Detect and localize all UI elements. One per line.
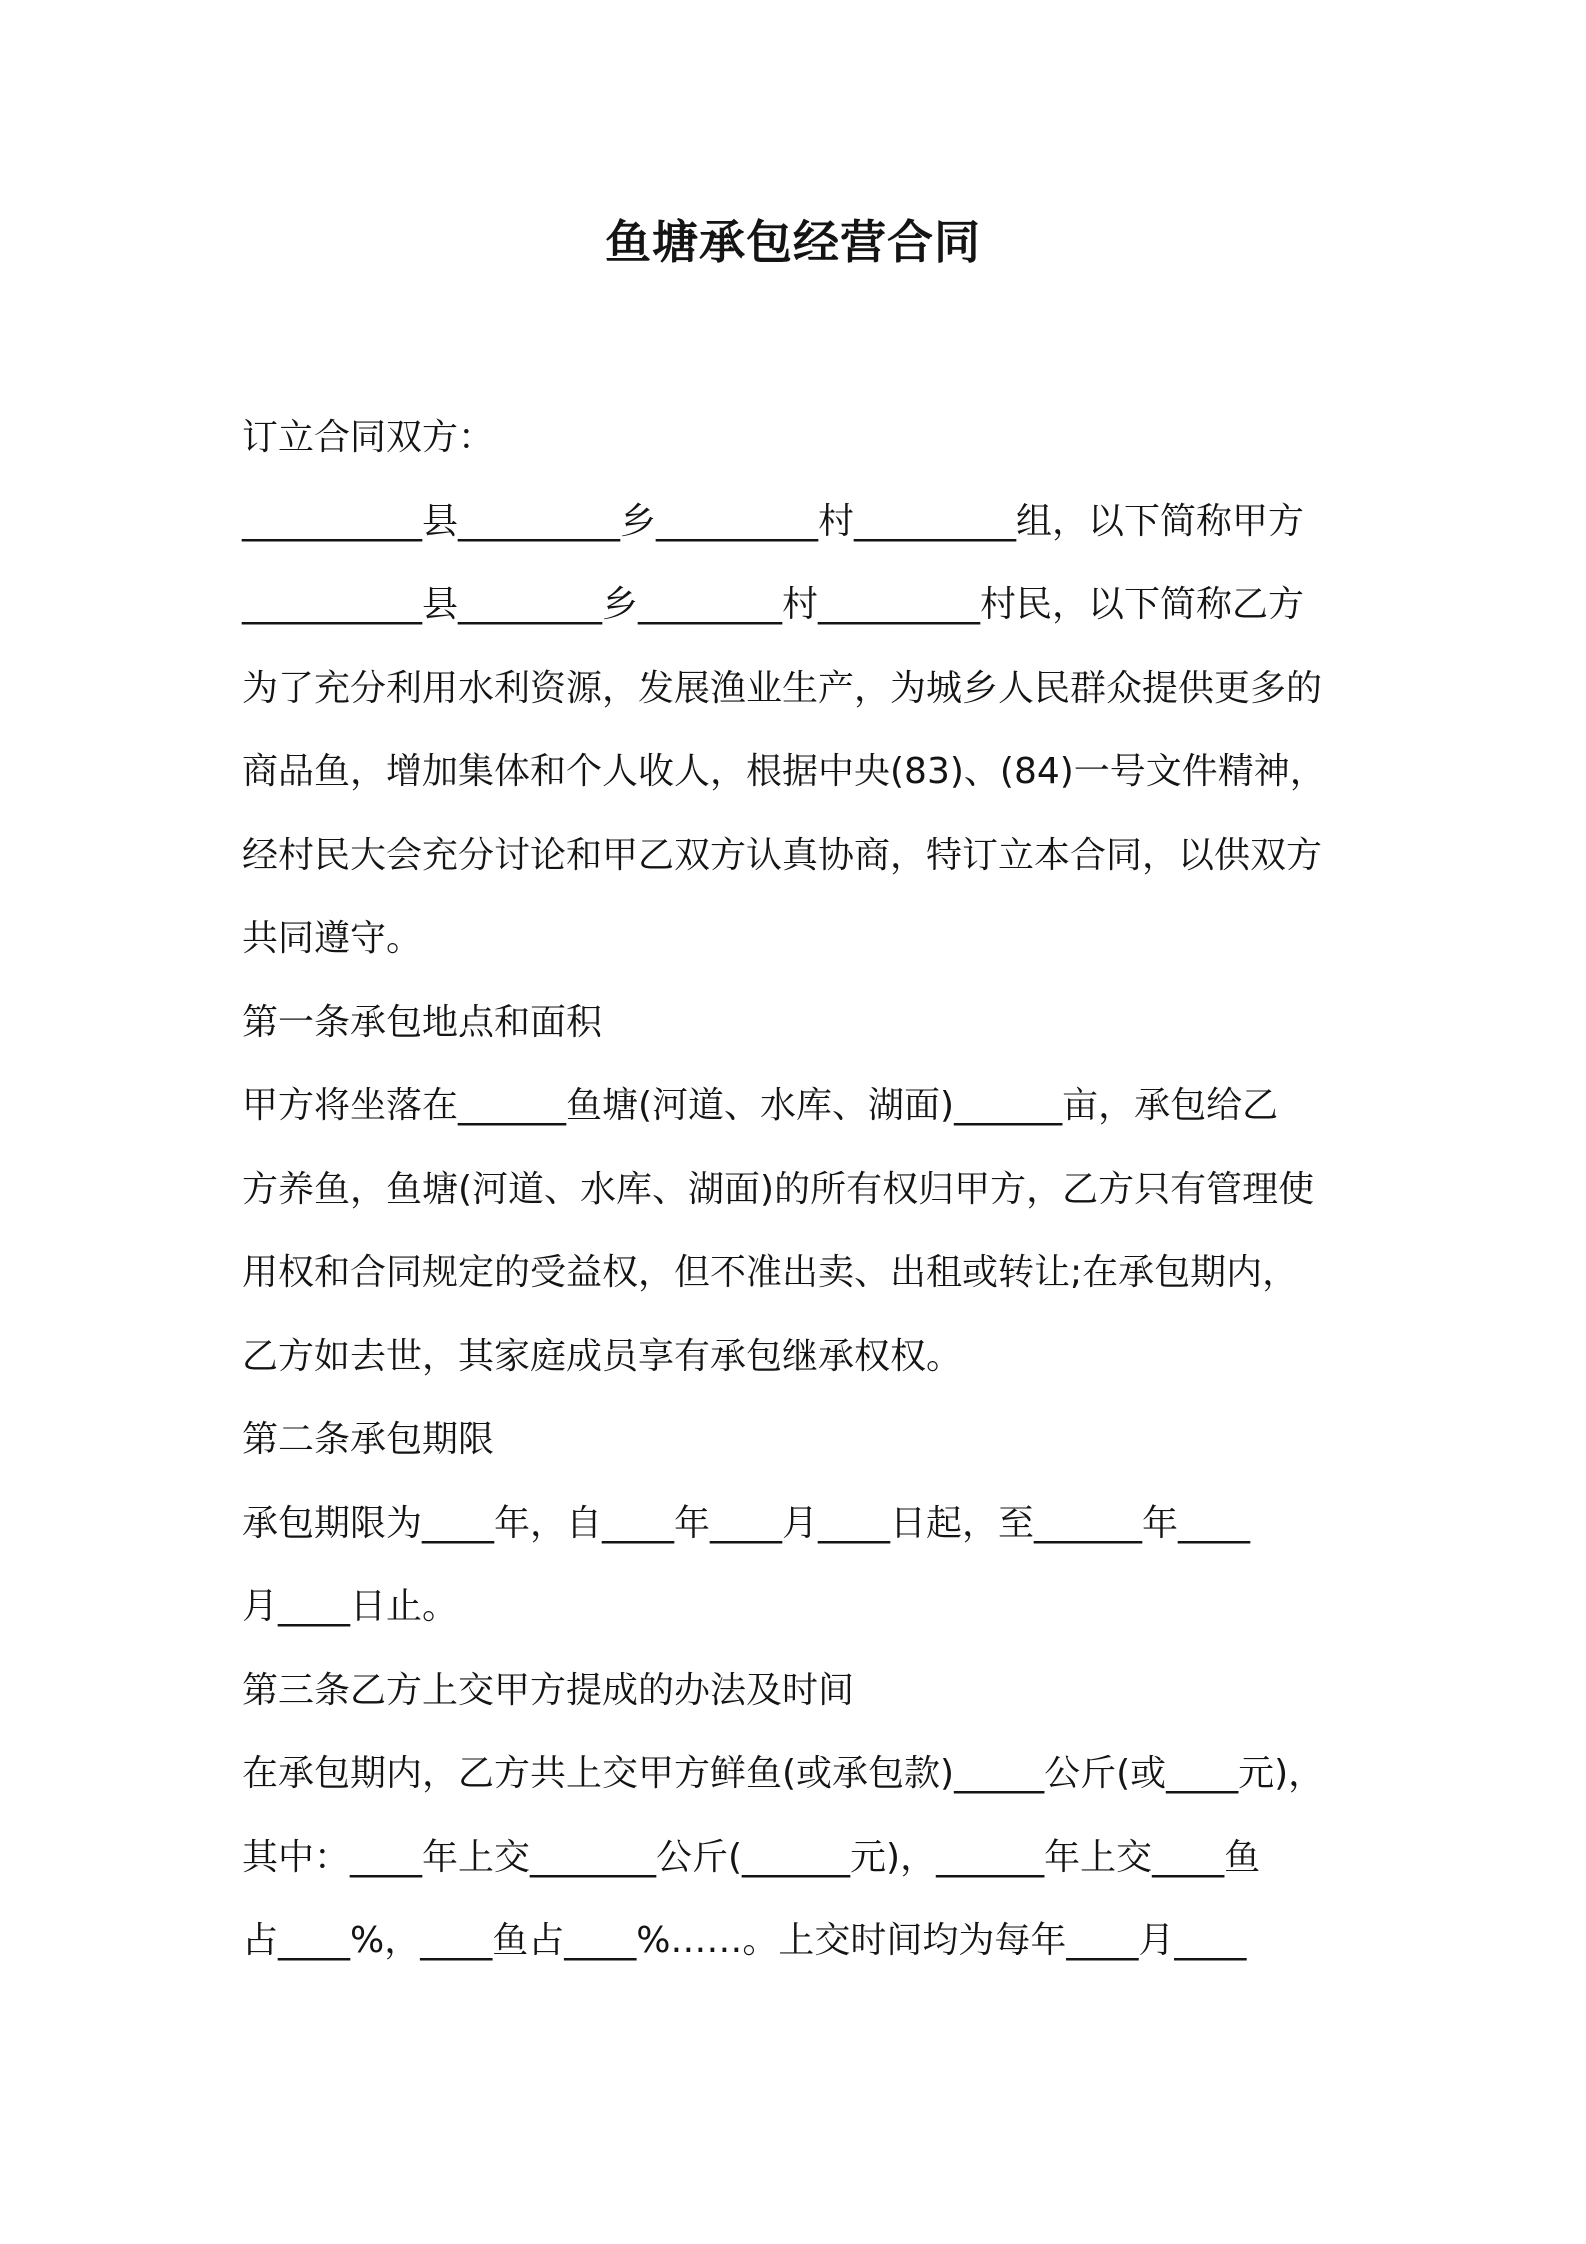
preamble-line: 为了充分利用水利资源，发展渔业生产，为城乡人民群众提供更多的 xyxy=(242,667,1323,709)
article-3-line: 在承包期内，乙方共上交甲方鲜鱼(或承包款)_____公斤(或____元)， xyxy=(242,1753,1325,1794)
article-2-line: 月____日止。 xyxy=(242,1586,459,1627)
preamble-line: 商品鱼，增加集体和个人收人，根据中央(83)、(84)一号文件精神， xyxy=(242,751,1326,792)
party-a-line: __________县_________乡_________村_________组，以下简称甲方 xyxy=(242,500,1305,542)
preamble-line: 共同遵守。 xyxy=(242,918,423,959)
article-1-line: 甲方将坐落在______鱼塘(河道、水库、湖面)______亩，承包给乙 xyxy=(242,1085,1279,1126)
parties-heading: 订立合同双方： xyxy=(242,417,495,458)
party-b-line: __________县________乡________村_________村民，以下简称乙方 xyxy=(242,584,1305,625)
article-2-line: 承包期限为____年，自____年____月____日起，至______年____ xyxy=(242,1502,1251,1544)
article-1-line: 方养鱼，鱼塘(河道、水库、湖面)的所有权归甲方，乙方只有管理使 xyxy=(242,1168,1315,1210)
article-3-line: 其中：____年上交_______公斤(______元)，______年上交____鱼 xyxy=(242,1836,1261,1878)
article-1-line: 乙方如去世，其家庭成员享有承包继承权权。 xyxy=(242,1335,963,1377)
article-2-heading: 第二条承包期限 xyxy=(242,1419,495,1460)
article-3-heading: 第三条乙方上交甲方提成的办法及时间 xyxy=(242,1669,855,1711)
document-title: 鱼塘承包经营合同 xyxy=(605,215,981,269)
preamble-line: 经村民大会充分讨论和甲乙双方认真协商，特订立本合同，以供双方 xyxy=(242,834,1323,876)
article-1-heading: 第一条承包地点和面积 xyxy=(242,1001,603,1043)
article-1-line: 用权和合同规定的受益权，但不准出卖、出租或转让;在承包期内， xyxy=(242,1252,1299,1293)
document-body xyxy=(242,403,1352,1990)
article-3-line: 占____%，____鱼占____%……。上交时间均为每年____月____ xyxy=(242,1920,1247,1961)
